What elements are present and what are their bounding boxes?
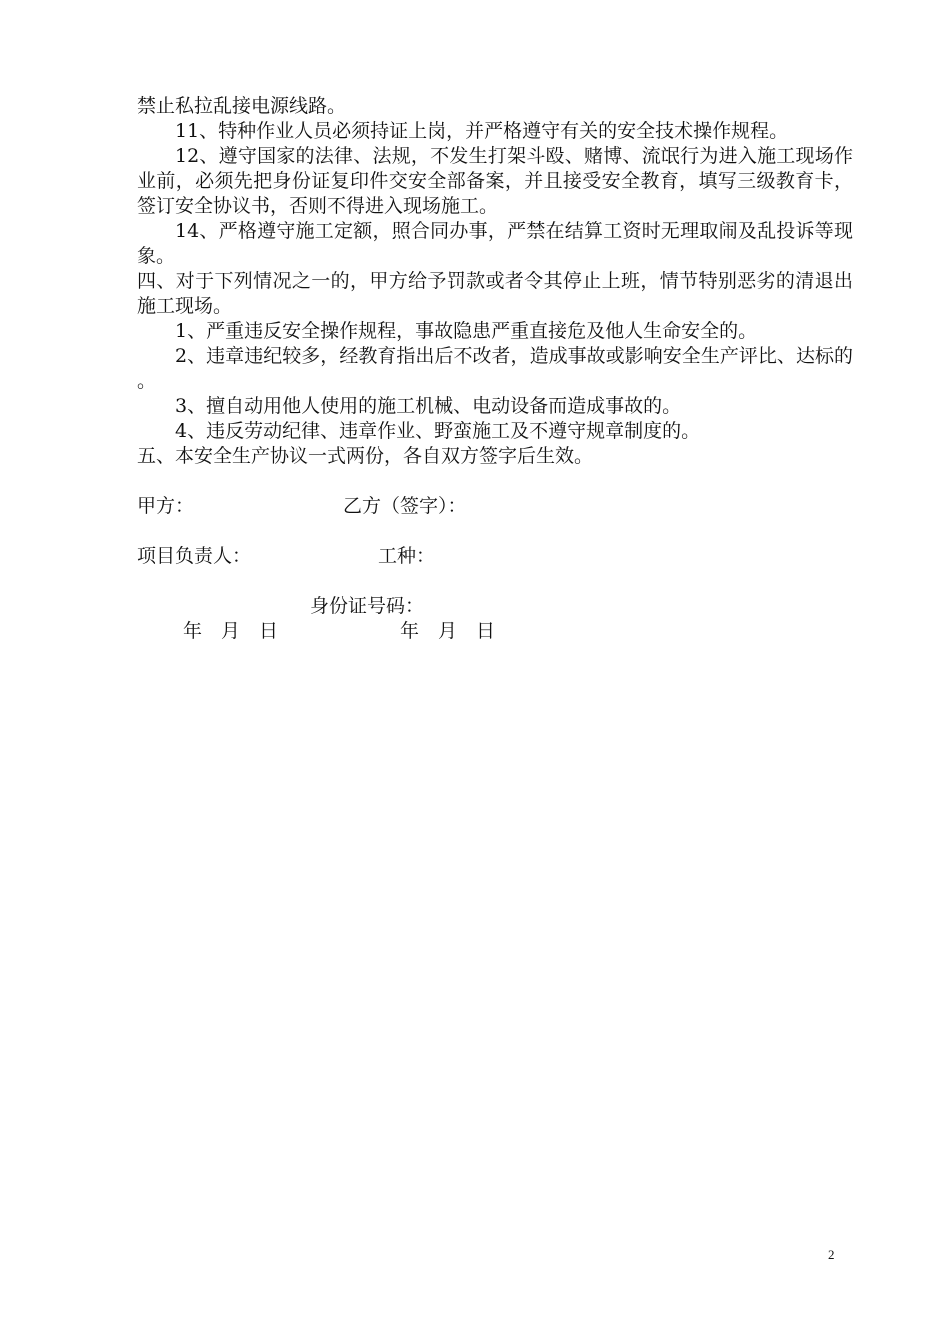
signature-row-id: [137, 594, 853, 619]
date-party-a: 年 月 日: [183, 620, 279, 642]
party-b-label: 乙方（签字）：: [343, 495, 467, 517]
document-body: [137, 94, 853, 644]
signature-row-parties: [137, 494, 853, 519]
job-type-label: 工种：: [378, 545, 436, 567]
spacer: [137, 469, 853, 494]
date-party-b: 年 月 日: [400, 620, 496, 642]
party-a-label: 甲方：: [137, 495, 195, 517]
project-manager-label: 项目负责人：: [137, 545, 252, 567]
paragraph-section-four-item-4: 4、违反劳动纪律、违章作业、野蛮施工及不遵守规章制度的。: [175, 420, 701, 442]
paragraph-section-four-item-2: 2、违章违纪较多，经教育指出后不改者，造成事故或影响安全生产评比、达标的。: [137, 345, 853, 392]
signature-row-dates: [137, 619, 853, 644]
page-number: 2: [828, 1247, 835, 1262]
paragraph-item-11: 11、特种作业人员必须持证上岗，并严格遵守有关的安全技术操作规程。: [175, 120, 789, 142]
spacer: [137, 569, 853, 594]
paragraph-section-four-item-1: 1、严重违反安全操作规程，事故隐患严重直接危及他人生命安全的。: [175, 320, 758, 342]
paragraph-power-lines: 禁止私拉乱接电源线路。: [137, 95, 347, 117]
paragraph-section-four: 四、对于下列情况之一的，甲方给予罚款或者令其停止上班，情节特别恶劣的清退出施工现场。: [137, 270, 853, 317]
spacer: [137, 519, 853, 544]
signature-row-manager: [137, 544, 853, 569]
paragraph-section-four-item-3: 3、擅自动用他人使用的施工机械、电动设备而造成事故的。: [175, 395, 682, 417]
paragraph-item-12: 12、遵守国家的法律、法规，不发生打架斗殴、赌博、流氓行为进入施工现场作业前，必须先把身份证复印件交安全部备案，并且接受安全教育，填写三级教育卡，签订安全协议书，否则不得进入现场施工。: [137, 145, 853, 217]
id-number-label: 身份证号码：: [310, 595, 425, 617]
paragraph-section-five: 五、本安全生产协议一式两份，各自双方签字后生效。: [137, 445, 594, 467]
paragraph-item-14: 14、严格遵守施工定额，照合同办事，严禁在结算工资时无理取闹及乱投诉等现象。: [137, 220, 853, 267]
